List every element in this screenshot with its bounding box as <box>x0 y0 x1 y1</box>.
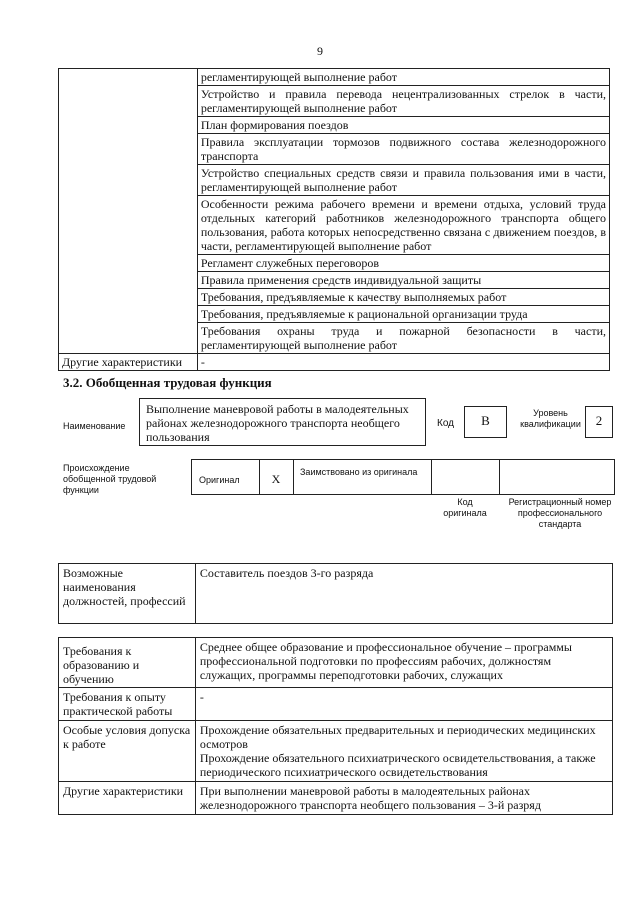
name-label: Наименование <box>63 421 126 431</box>
page-number: 9 <box>317 44 323 58</box>
table-row <box>59 782 613 815</box>
original-mark: X <box>271 472 281 486</box>
table-cell: - <box>197 354 609 371</box>
table-row <box>59 564 613 624</box>
table-row <box>59 354 610 371</box>
level-label: Уровень квалификации <box>520 408 581 429</box>
table-cell-empty <box>59 69 198 354</box>
table-cell: Требования, предъявляемые к рациональной организации труда <box>197 306 609 323</box>
req-value: - <box>195 688 612 721</box>
req-value: Прохождение обязательных предварительных и периодических медицинских осмотров <box>199 723 596 751</box>
table-row <box>59 721 613 782</box>
positions-label: Возможные наименования должностей, профессий <box>59 564 196 624</box>
divider <box>431 459 432 495</box>
req-label: Требования к опыту практической работы <box>59 688 196 721</box>
knowledge-table <box>58 68 610 371</box>
table-cell: Правила применения средств индивидуальной защиты <box>197 272 609 289</box>
code-value: B <box>481 413 490 428</box>
original-label: Оригинал <box>199 475 240 485</box>
divider <box>293 459 294 495</box>
table-cell: Требования охраны труда и пожарной безопасности в части, регламентирующей выполнение работ <box>197 323 609 354</box>
table-cell: План формирования поездов <box>197 117 609 134</box>
divider <box>499 459 500 495</box>
table-cell: Регламент служебных переговоров <box>197 255 609 272</box>
table-cell: Устройство специальных средств связи и правила пользования ими в части, регламентирующей выполнение работ <box>197 165 609 196</box>
table-cell: Особенности режима рабочего времени и времени отдыха, условий труда отдельных категорий работников железнодорожного транспорта общего пользования, работа которых непосредственно связана с движением поездов, в части, регламентирующей выполнение работ <box>197 196 609 255</box>
origin-label: Происхождение обобщенной трудовой функции <box>63 463 157 495</box>
req-label: Особые условия допуска к работе <box>59 721 196 782</box>
req-label: Другие характеристики <box>59 782 196 815</box>
req-value: При выполнении маневровой работы в малодеятельных районах железнодорожного транспорта необщего пользования – 3-й разряд <box>195 782 612 815</box>
table-cell-label: Другие характеристики <box>59 354 198 371</box>
code-original-label: Код оригинала <box>443 497 487 518</box>
borrowed-label: Заимствовано из оригинала <box>300 467 418 477</box>
positions-table <box>58 563 613 624</box>
table-cell: регламентирующей выполнение работ <box>197 69 609 86</box>
reg-number-label: Регистрационный номер профессионального стандарта <box>508 497 612 529</box>
table-cell: Устройство и правила перевода нецентрализованных стрелок в части, регламентирующей выполнение работ <box>197 86 609 117</box>
req-label: Требования к образованию и обучению <box>59 638 196 688</box>
table-cell: Правила эксплуатации тормозов подвижного состава железнодорожного транспорта <box>197 134 609 165</box>
table-cell: Требования, предъявляемые к качеству выполняемых работ <box>197 289 609 306</box>
level-value: 2 <box>595 413 603 428</box>
section-heading: 3.2. Обобщенная трудовая функция <box>63 375 272 390</box>
positions-value: Составитель поездов 3-го разряда <box>195 564 612 624</box>
req-value: Среднее общее образование и профессиональное обучение – программы профессиональной подготовки по профессиям рабочих, должностям служащих, программы переподготовки рабочих, служащих <box>195 638 612 688</box>
table-row <box>59 69 610 86</box>
name-value: Выполнение маневровой работы в малодеятельных районах железнодорожного транспорта необщего пользования <box>146 402 409 444</box>
code-label: Код <box>437 418 455 429</box>
req-value-2: Прохождение обязательного психиатрического освидетельствования, а также периодического психиатрического освидетельствования <box>199 751 596 779</box>
table-row <box>59 638 613 688</box>
requirements-table <box>58 637 613 815</box>
table-row <box>59 688 613 721</box>
req-value-cell <box>195 721 612 782</box>
